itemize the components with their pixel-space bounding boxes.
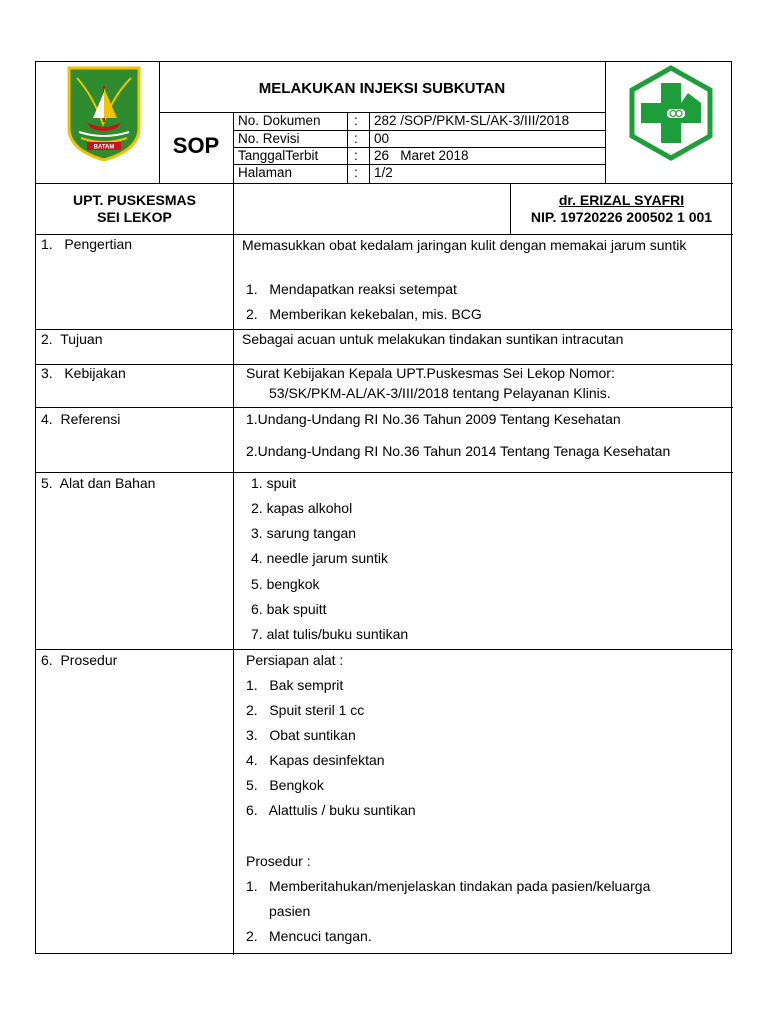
proc-title: Prosedur :	[246, 853, 311, 869]
sop-document	[35, 61, 732, 954]
list-item: 5. bengkok	[251, 576, 320, 592]
meta-sep: :	[354, 148, 358, 163]
org-subname: SEI LEKOP	[97, 209, 172, 225]
meta-value-no-dokumen: 282 /SOP/PKM-SL/AK-3/III/2018	[374, 113, 570, 128]
list-item: 4. needle jarum suntik	[251, 550, 388, 566]
list-item-number: 2.	[246, 928, 258, 944]
divider	[233, 183, 234, 955]
kebijakan-line2: 53/SK/PKM-AL/AK-3/III/2018 tentang Pelayanan Klinis.	[269, 385, 611, 401]
meta-label-no-revisi: No. Revisi	[238, 131, 300, 146]
meta-value-tanggal-terbit: 26 Maret 2018	[374, 148, 469, 163]
meta-value-halaman: 1/2	[374, 165, 393, 180]
list-item-number: 1.	[246, 878, 258, 894]
prep-title: Persiapan alat :	[246, 652, 344, 668]
list-item: 2.Undang-Undang RI No.36 Tahun 2014 Tentang Tenaga Kesehatan	[246, 443, 671, 459]
tujuan-text: Sebagai acuan untuk melakukan tindakan suntikan intracutan	[242, 331, 624, 347]
list-item: Memberitahukan/menjelaskan tindakan pada pasien/keluarga	[269, 878, 651, 894]
list-item: 2. Spuit steril 1 cc	[246, 702, 365, 718]
divider	[36, 407, 733, 408]
divider	[605, 62, 606, 183]
divider	[36, 649, 733, 650]
list-item: Mencuci tangan.	[269, 928, 372, 944]
list-item: 4. Kapas desinfektan	[246, 752, 385, 768]
org-name: UPT. PUSKESMAS	[73, 192, 196, 208]
section-label-pengertian: 1. Pengertian	[41, 236, 133, 252]
divider	[36, 472, 733, 473]
signer-name: dr. ERIZAL SYAFRI	[558, 192, 685, 208]
puskesmas-logo	[626, 65, 716, 161]
divider	[36, 183, 733, 184]
section-label-tujuan: 2. Tujuan	[41, 331, 103, 347]
list-item: 3. Obat suntikan	[246, 727, 356, 743]
list-item: 1. Bak semprit	[246, 677, 344, 693]
list-item: 6. Alattulis / buku suntikan	[246, 802, 416, 818]
list-item: 6. bak spuitt	[251, 601, 327, 617]
kebijakan-line1: Surat Kebijakan Kepala UPT.Puskesmas Sei Lekop Nomor:	[246, 365, 615, 381]
list-item: 1. spuit	[251, 475, 297, 491]
meta-value-no-revisi: 00	[374, 131, 390, 146]
meta-sep: :	[354, 131, 358, 146]
section-label-kebijakan: 3. Kebijakan	[41, 365, 126, 381]
section-label-referensi: 4. Referensi	[41, 411, 121, 427]
sop-label: SOP	[172, 133, 220, 158]
meta-label-tanggal-terbit: TanggalTerbit	[238, 148, 319, 163]
list-item: 3. sarung tangan	[251, 525, 357, 541]
list-item: 2. kapas alkohol	[251, 500, 353, 516]
divider	[36, 234, 733, 235]
meta-label-halaman: Halaman	[238, 165, 293, 180]
document-title: MELAKUKAN INJEKSI SUBKUTAN	[258, 80, 506, 97]
batam-city-logo	[67, 66, 141, 161]
meta-sep: :	[354, 165, 358, 180]
section-label-alat-bahan: 5. Alat dan Bahan	[41, 475, 156, 491]
meta-label-no-dokumen: No. Dokumen	[238, 113, 321, 128]
svg-text:BATAM: BATAM	[93, 144, 115, 151]
divider	[36, 329, 733, 330]
list-item: 7. alat tulis/buku suntikan	[251, 626, 409, 642]
meta-sep: :	[354, 113, 358, 128]
pengertian-text: Memasukkan obat kedalam jaringan kulit dengan memakai jarum suntik	[242, 237, 687, 253]
list-item-continuation: pasien	[269, 903, 311, 919]
list-item: 1.Undang-Undang RI No.36 Tahun 2009 Tentang Kesehatan	[246, 411, 621, 427]
signer-nip: NIP. 19720226 200502 1 001	[530, 209, 713, 225]
section-label-prosedur: 6. Prosedur	[41, 652, 118, 668]
list-item: 2. Memberikan kekebalan, mis. BCG	[246, 306, 482, 322]
list-item: 5. Bengkok	[246, 777, 324, 793]
list-item: 1. Mendapatkan reaksi setempat	[246, 281, 457, 297]
